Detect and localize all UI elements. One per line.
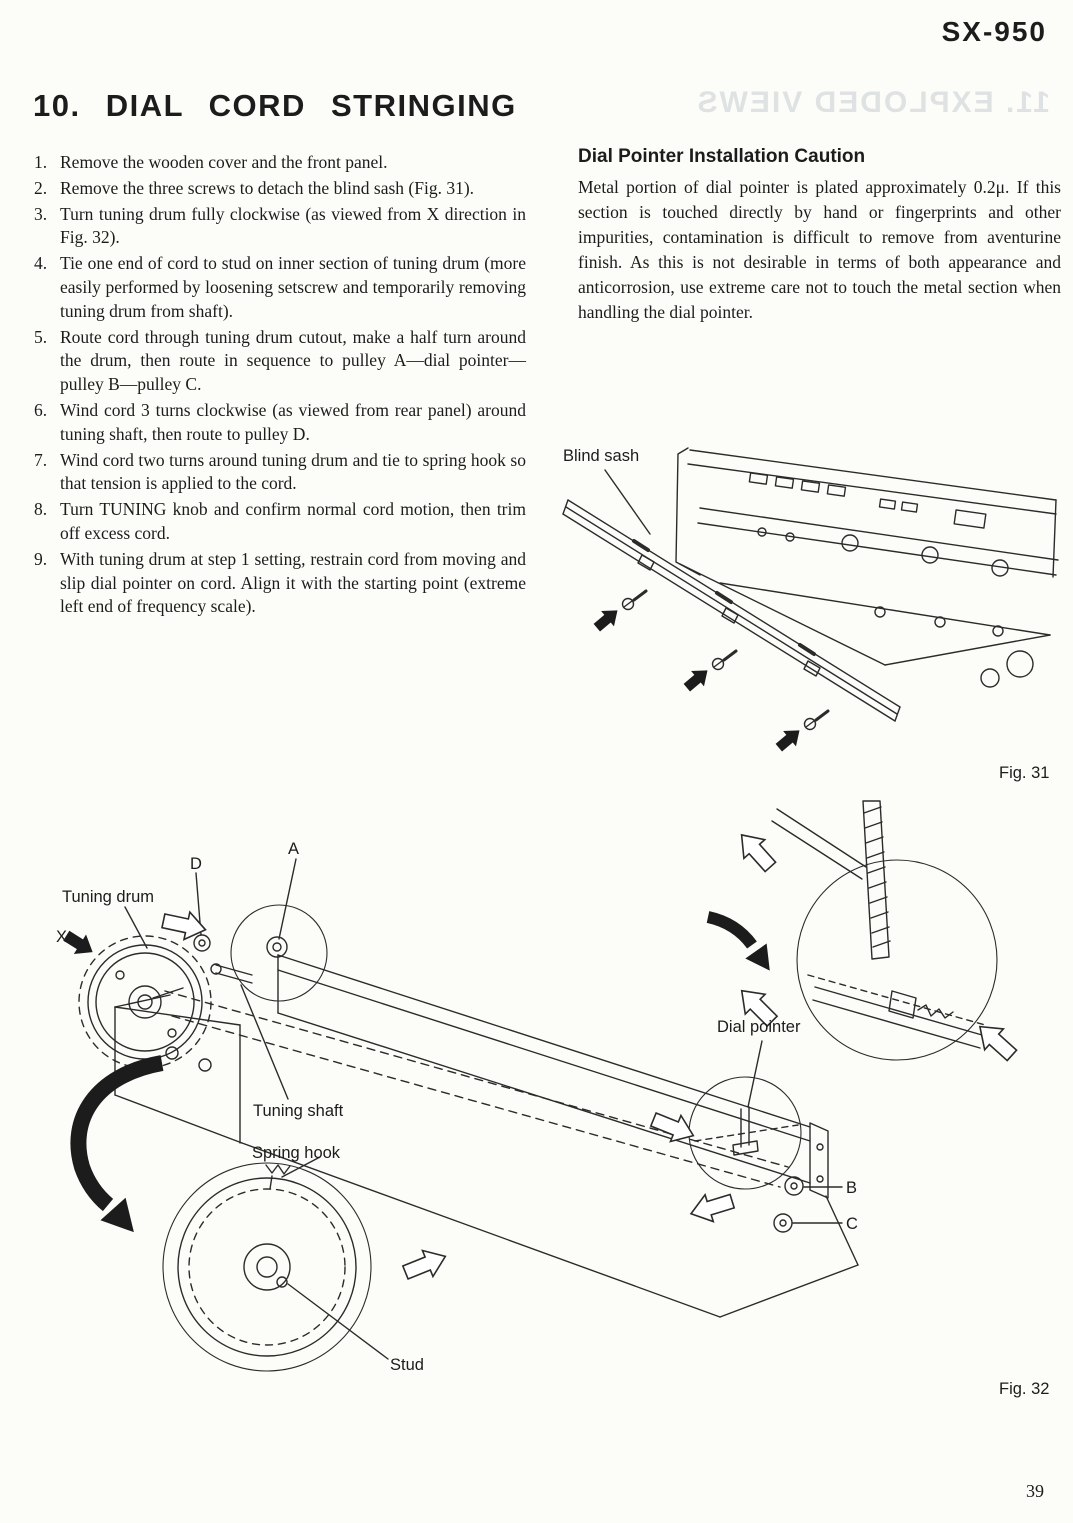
instruction-item: Turn TUNING knob and confirm normal cord motion, then trim off excess cord. <box>60 499 526 543</box>
open-arrow-icon <box>400 1243 450 1285</box>
curved-arrow-icon <box>78 1063 162 1205</box>
model-number: SX-950 <box>941 16 1047 47</box>
bleed-through-text: 11. EXPLODED VIEWS <box>695 86 1050 119</box>
open-arrow-icon <box>161 907 209 943</box>
tuning-drum-leader <box>125 907 147 948</box>
caution-section <box>578 146 1061 325</box>
instruction-item: Tie one end of cord to stud on inner section of tuning drum (more easily performed by loosening setscrew and temporarily removing tuning drum from shaft). <box>60 253 526 321</box>
filled-arrow-icon <box>680 663 714 696</box>
spring-drum-drawing <box>163 1163 371 1371</box>
instruction-item: Wind cord 3 turns clockwise (as viewed from rear panel) around tuning shaft, then route to pulley D. <box>60 399 526 444</box>
instruction-item: Turn tuning drum fully clockwise (as viewed from X direction in Fig. 32). <box>60 203 526 248</box>
instructions-list <box>34 151 526 621</box>
arrowhead-icon <box>745 944 780 979</box>
fig31-caption: Fig. 31 <box>999 764 1050 782</box>
stud-label: Stud <box>390 1356 424 1374</box>
instruction-item: With tuning drum at step 1 setting, restrain cord from moving and slip dial pointer on cord. Align it with the starting point (extreme left end of frequency scale). <box>60 548 526 617</box>
tuning-shaft-leader <box>241 985 288 1099</box>
pulley-b-label: B <box>846 1179 858 1197</box>
blind-sash-label: Blind sash <box>563 447 640 465</box>
thick-arrows <box>60 917 780 1243</box>
tuning-shaft-drawing <box>211 964 252 983</box>
instruction-item: Remove the three screws to detach the blind sash (Fig. 31). <box>60 177 475 198</box>
pulley-c-icon <box>774 1214 792 1232</box>
pulley-a-icon <box>267 937 287 957</box>
instructions-ol <box>34 151 526 619</box>
screw-direction-arrows <box>590 603 806 756</box>
screw-icon <box>805 711 829 730</box>
magnifier-circle-a <box>231 905 327 1001</box>
open-arrow-icon <box>731 826 781 877</box>
dial-pointer-leader <box>748 1041 762 1107</box>
dial-pointer-label: Dial pointer <box>717 1018 801 1036</box>
instruction-item: Route cord through tuning drum cutout, make a half turn around the drum, then route in sequence to pulley A—dial pointer—pulley B—pulley C. <box>60 326 526 395</box>
instruction-item: Wind cord two turns around tuning drum and tie to spring hook so that tension is applied to the cord. <box>60 449 526 494</box>
fig32-drawing <box>20 795 1067 1413</box>
pulley-d-icon <box>194 935 210 951</box>
caution-heading: Dial Pointer Installation Caution <box>578 146 866 167</box>
fig32-caption: Fig. 32 <box>999 1380 1050 1398</box>
x-direction-label: X <box>56 928 68 946</box>
figure-32 <box>20 795 1067 1413</box>
open-arrow-icon <box>648 1107 698 1149</box>
tuning-shaft-label: Tuning shaft <box>253 1102 344 1120</box>
blind-sash-leader <box>605 470 650 534</box>
pulley-b-icon <box>785 1177 803 1195</box>
figure-31 <box>550 412 1064 792</box>
filled-arrow-icon <box>772 723 806 756</box>
pulley-a-label: A <box>288 840 300 858</box>
tuning-drum-drawing <box>79 936 211 1068</box>
pulley-d-label: D <box>190 855 202 873</box>
tuning-drum-label: Tuning drum <box>62 888 155 906</box>
curved-arrow-icon <box>708 917 752 945</box>
screw-icon <box>713 651 737 670</box>
pointer-inset-drawing <box>772 801 997 1060</box>
pulley-a-leader <box>279 859 296 939</box>
blind-sash-drawing <box>563 500 900 721</box>
page-number: 39 <box>1026 1481 1044 1501</box>
open-arrow-icon <box>687 1188 736 1227</box>
filled-arrow-icon <box>590 603 624 636</box>
pulley-c-label: C <box>846 1215 858 1233</box>
page-title: 10. DIAL CORD STRINGING <box>33 88 517 123</box>
instruction-item: Remove the wooden cover and the front panel. <box>60 152 388 172</box>
caution-body: Metal portion of dial pointer is plated approximately 0.2μ. If this section is touched directly by hand or fingerprints and other impurities, contamination is difficult to remove from aventurine finish. As this is not desirable in terms of both appearance and anticorrosion, use extreme care not to touch the metal section when handling the dial pointer. <box>578 177 1061 323</box>
spring-hook-label: Spring hook <box>252 1144 341 1162</box>
screw-icon <box>623 591 647 610</box>
